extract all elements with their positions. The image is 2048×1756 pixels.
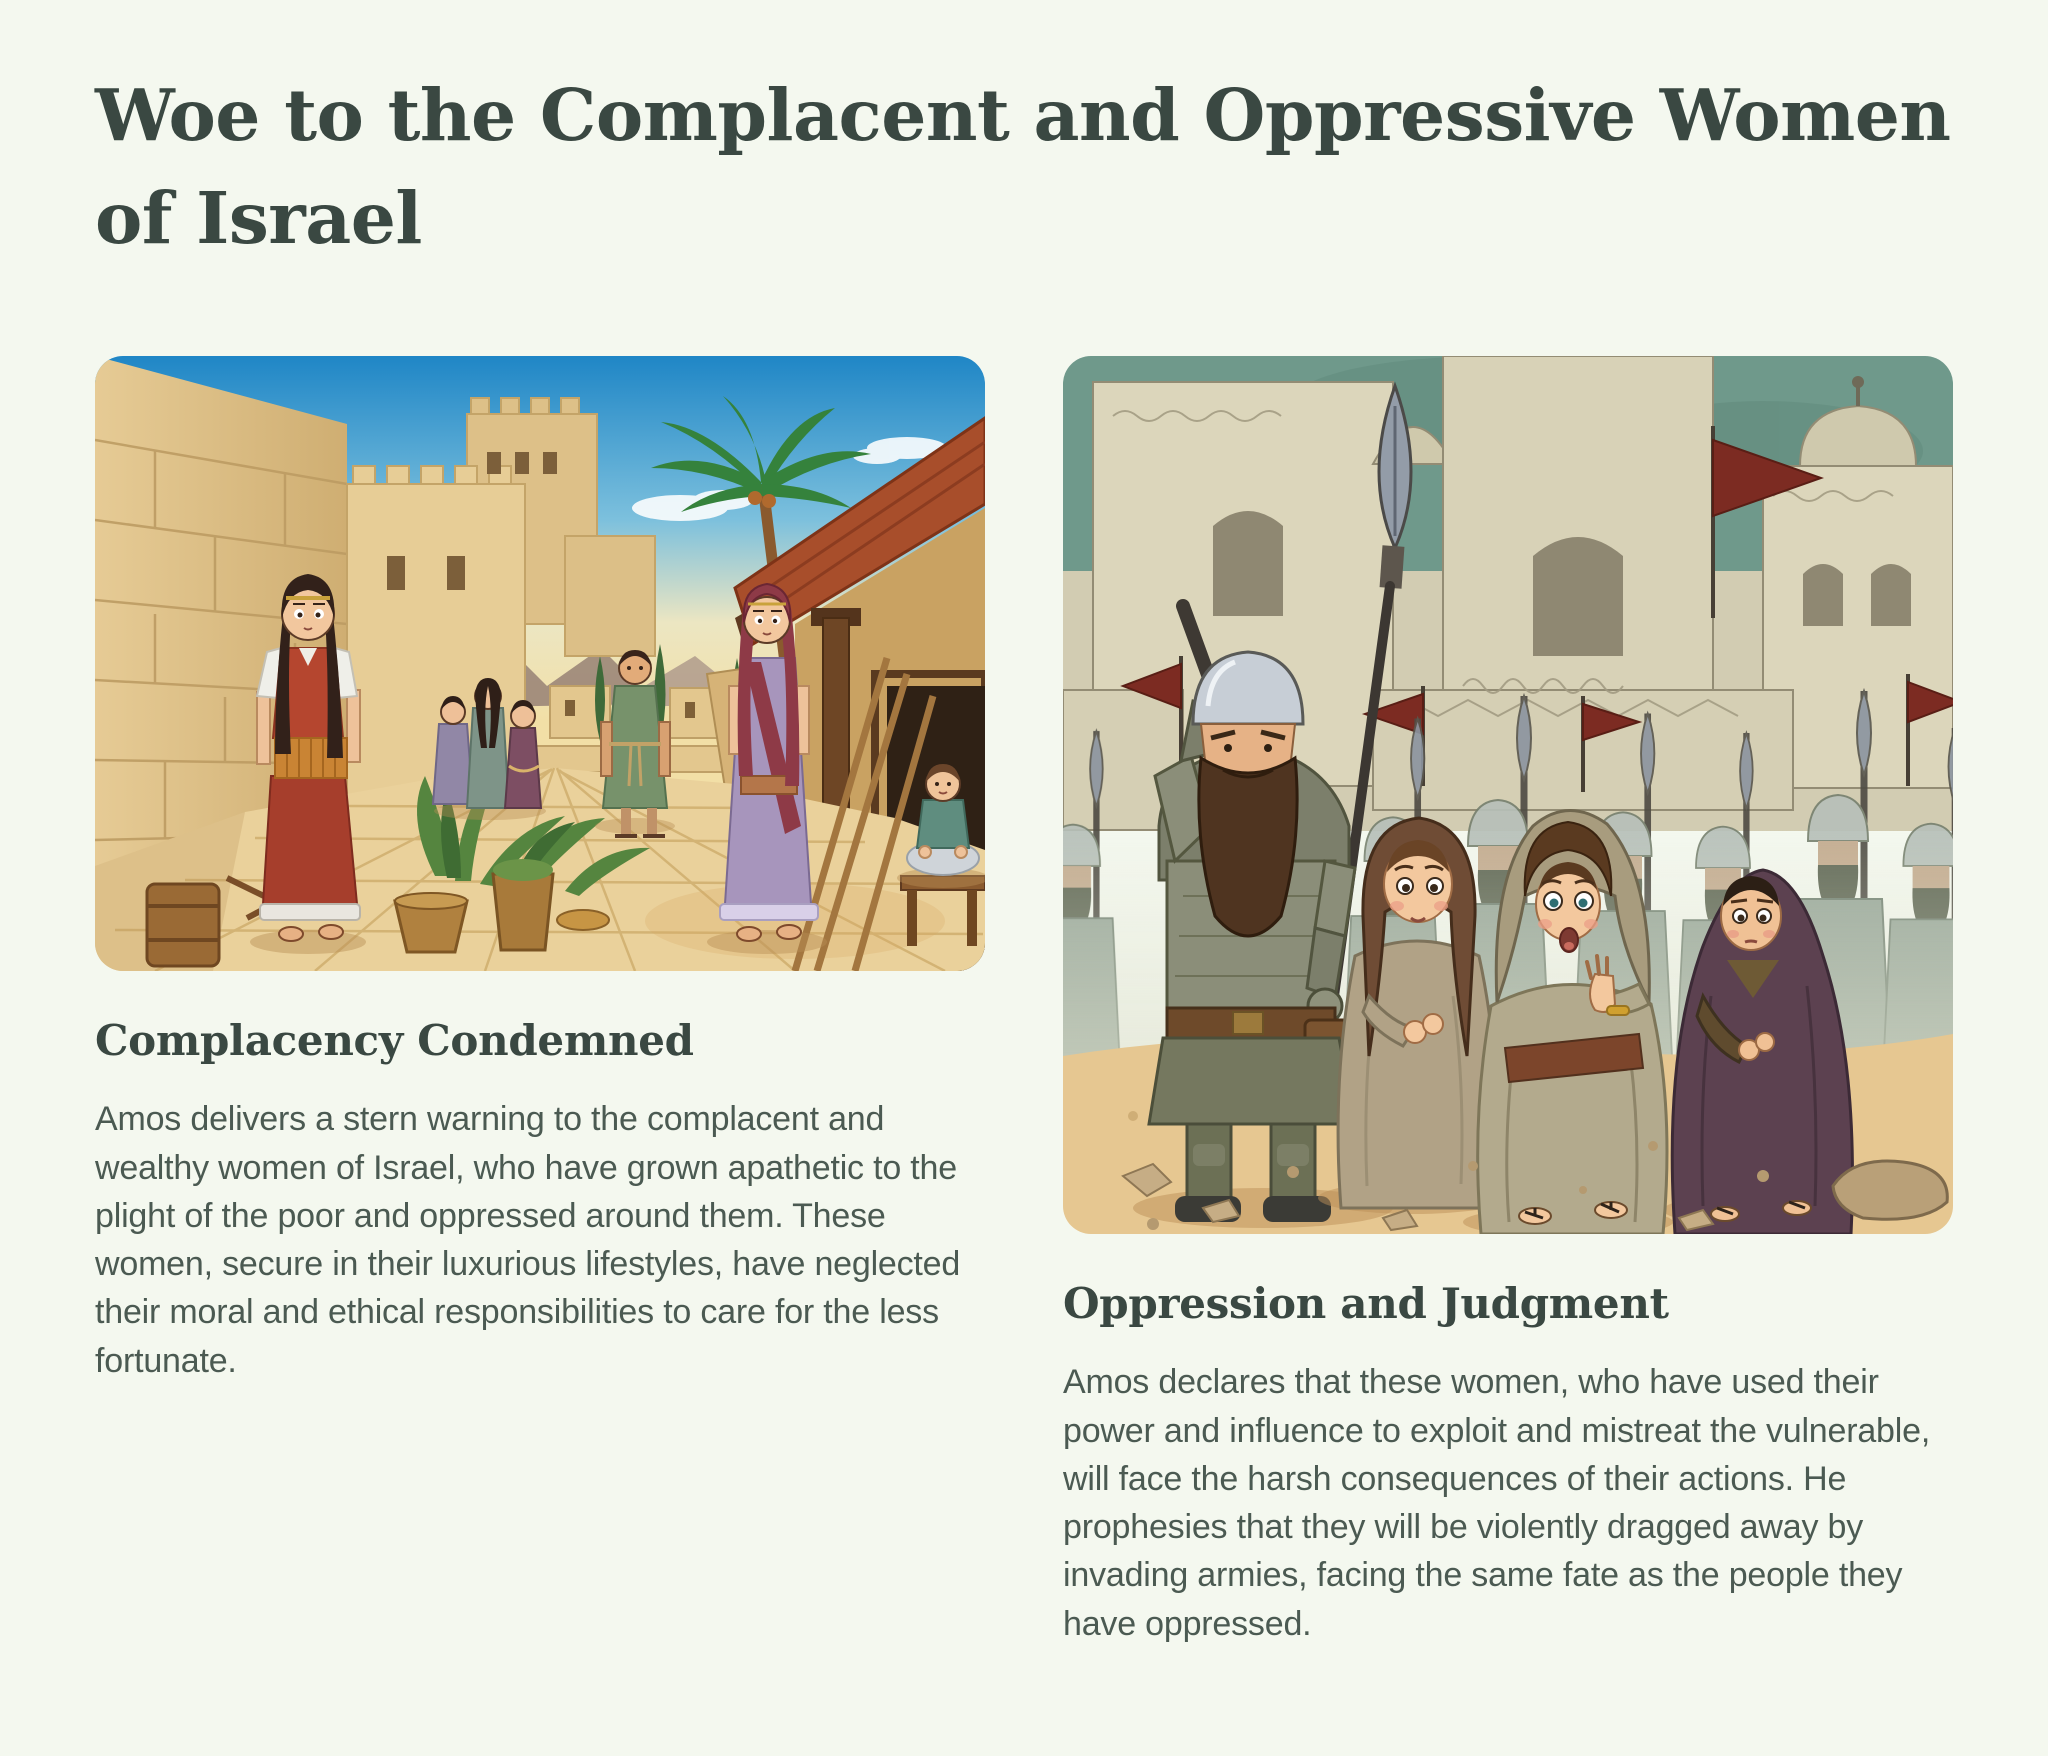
village-street-illustration xyxy=(95,356,985,971)
captive-women-illustration xyxy=(1063,356,1953,1234)
section-complacency xyxy=(95,356,985,1648)
two-column-layout xyxy=(95,356,1953,1648)
page-title-line-1: Woe to the Complacent and Oppressive Women xyxy=(95,73,1951,157)
section-heading-complacency: Complacency Condemned xyxy=(95,1015,694,1065)
section-heading-oppression: Oppression and Judgment xyxy=(1063,1278,1669,1328)
page-title-line-2: of Israel xyxy=(95,175,422,260)
section-oppression xyxy=(1063,356,1953,1648)
village-street-scene-graphic xyxy=(95,356,985,971)
section-body-oppression: Amos declares that these women, who have used their power and influence to exploit and mistreat the vulnerable, will face the harsh consequences of their actions. He prophesies that they will be violently dragged away by invading armies, facing the same fate as the people they have oppressed. xyxy=(1063,1363,1931,1643)
page-title xyxy=(95,64,1953,270)
section-body-complacency: Amos delivers a stern warning to the complacent and wealthy women of Israel, who have grown apathetic to the plight of the poor and oppressed around them. These women, secure in their luxurious lifestyles, have neglected their moral and ethical responsibilities to care for the less fortunate. xyxy=(95,1100,961,1380)
captive-women-scene-graphic xyxy=(1063,356,1953,1234)
